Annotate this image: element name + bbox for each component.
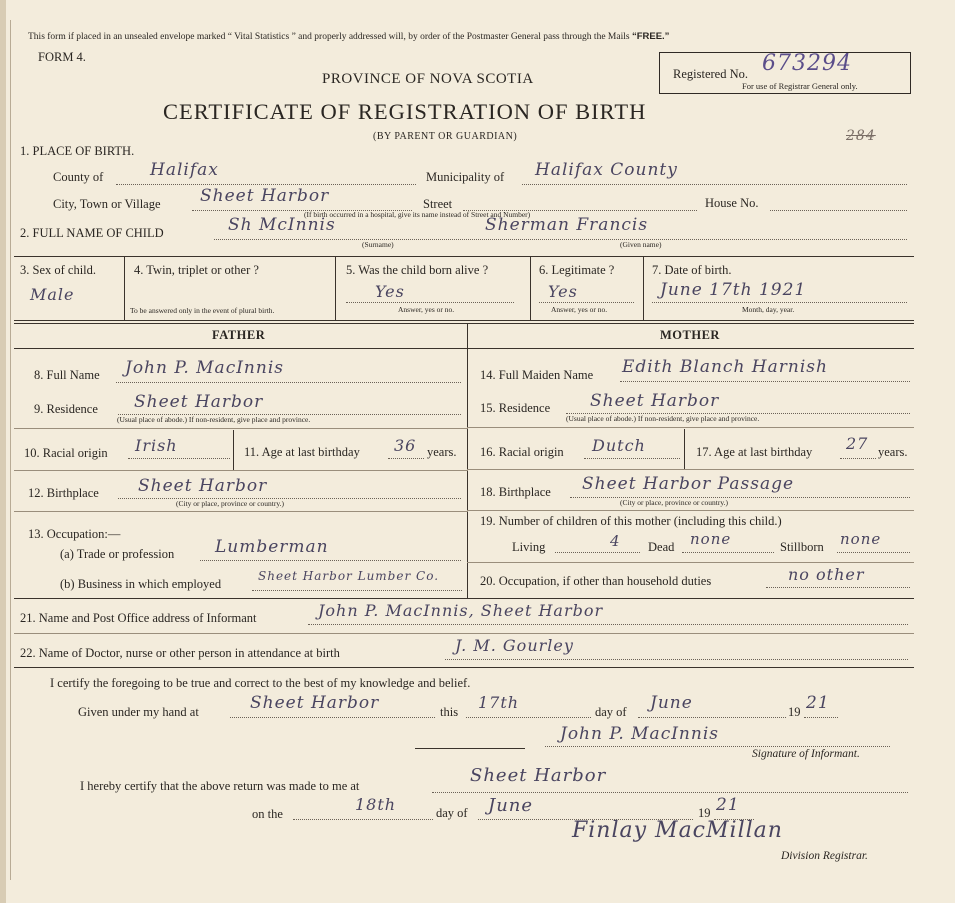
year-prefix: 19 bbox=[788, 705, 801, 719]
dob-value: June 17th 1921 bbox=[660, 280, 807, 300]
sex-value: Male bbox=[30, 285, 75, 304]
rule bbox=[467, 562, 914, 563]
father-racial-label: 10. Racial origin bbox=[24, 446, 108, 460]
on-the-label: on the bbox=[252, 807, 283, 821]
return-month-value: June bbox=[488, 795, 534, 816]
divider bbox=[124, 256, 125, 320]
mother-years: years. bbox=[878, 445, 908, 459]
living-label: Living bbox=[512, 540, 546, 554]
informant-signature-caption: Signature of Informant. bbox=[752, 748, 860, 760]
municipality-field-line bbox=[522, 184, 907, 185]
father-name-value: John P. MacInnis bbox=[125, 358, 284, 378]
stillborn-value: none bbox=[840, 530, 882, 548]
father-residence-value: Sheet Harbor bbox=[134, 392, 264, 412]
page-subtitle: (BY PARENT OR GUARDIAN) bbox=[373, 131, 518, 142]
mother-racial-label: 16. Racial origin bbox=[480, 445, 564, 459]
municipality-label: Municipality of bbox=[426, 170, 505, 184]
return-place-value: Sheet Harbor bbox=[470, 765, 607, 786]
mother-birthplace-note: (City or place, province or country.) bbox=[620, 498, 729, 507]
mother-heading: MOTHER bbox=[660, 328, 720, 342]
rule bbox=[14, 633, 914, 634]
father-residence-label: 9. Residence bbox=[34, 402, 98, 416]
child-given-name: Sherman Francis bbox=[485, 215, 649, 235]
registrar-use-note: For use of Registrar General only. bbox=[742, 81, 858, 91]
paper-edge bbox=[0, 0, 6, 903]
divider bbox=[233, 430, 234, 470]
given-year-value: 21 bbox=[806, 693, 830, 713]
father-birthplace-value: Sheet Harbor bbox=[138, 476, 268, 496]
field-line bbox=[445, 659, 908, 660]
legitimate-label: 6. Legitimate ? bbox=[539, 263, 615, 277]
rule bbox=[14, 667, 914, 668]
informant-value: John P. MacInnis, Sheet Harbor bbox=[318, 601, 604, 620]
city-label: City, Town or Village bbox=[53, 197, 161, 211]
field-line bbox=[308, 624, 908, 625]
father-age-label: 11. Age at last birthday bbox=[244, 445, 360, 459]
father-birthplace-note: (City or place, province or country.) bbox=[176, 499, 285, 508]
father-heading: FATHER bbox=[212, 328, 266, 342]
province-heading: PROVINCE OF NOVA SCOTIA bbox=[322, 71, 534, 87]
given-day-value: 17th bbox=[478, 693, 520, 712]
place-of-birth-heading: 1. PLACE OF BIRTH. bbox=[20, 144, 135, 158]
rule bbox=[14, 470, 468, 471]
alive-label: 5. Was the child born alive ? bbox=[346, 263, 489, 277]
rule bbox=[467, 469, 914, 470]
day-of-label: day of bbox=[595, 705, 627, 719]
father-birthplace-label: 12. Birthplace bbox=[28, 486, 99, 500]
mother-residence-value: Sheet Harbor bbox=[590, 391, 720, 411]
dead-label: Dead bbox=[648, 540, 675, 554]
father-age-value: 36 bbox=[394, 436, 417, 455]
legitimate-note: Answer, yes or no. bbox=[551, 305, 608, 314]
county-field-line bbox=[116, 184, 416, 185]
surname-caption: (Surname) bbox=[362, 240, 394, 249]
return-label: I hereby certify that the above return was made to me at bbox=[80, 779, 360, 793]
field-line bbox=[230, 717, 435, 718]
field-line bbox=[200, 560, 461, 561]
living-value: 4 bbox=[610, 532, 621, 550]
field-line bbox=[118, 498, 461, 499]
rule bbox=[14, 428, 468, 429]
rule bbox=[14, 348, 914, 349]
mother-occupation-value: no other bbox=[788, 565, 865, 584]
form-number: FORM 4. bbox=[38, 50, 86, 64]
mother-residence-note: (Usual place of abode.) If non-resident, give place and province. bbox=[566, 414, 760, 423]
father-racial-value: Irish bbox=[135, 436, 178, 455]
mother-age-value: 27 bbox=[846, 434, 869, 453]
mother-birthplace-label: 18. Birthplace bbox=[480, 485, 551, 499]
sex-label: 3. Sex of child. bbox=[20, 263, 97, 277]
rule bbox=[14, 256, 914, 257]
child-surname: Sh McInnis bbox=[228, 215, 336, 235]
field-line bbox=[252, 590, 462, 591]
house-field-line bbox=[770, 210, 907, 211]
registrar-caption: Division Registrar. bbox=[781, 850, 868, 862]
divider bbox=[530, 256, 531, 320]
mother-racial-value: Dutch bbox=[592, 436, 646, 455]
registration-box bbox=[659, 52, 911, 94]
return-day-value: 18th bbox=[355, 795, 397, 814]
binding-line bbox=[10, 20, 11, 880]
rule bbox=[415, 748, 525, 749]
alive-note: Answer, yes or no. bbox=[398, 305, 455, 314]
field-line bbox=[432, 792, 908, 793]
father-trade-label: (a) Trade or profession bbox=[60, 547, 175, 561]
father-name-label: 8. Full Name bbox=[34, 368, 100, 382]
mother-name-label: 14. Full Maiden Name bbox=[480, 368, 594, 382]
legitimate-value: Yes bbox=[548, 282, 578, 301]
corner-number: 284 bbox=[846, 128, 876, 144]
mother-name-value: Edith Blanch Harnish bbox=[622, 357, 828, 377]
father-occupation-label: 13. Occupation:— bbox=[28, 527, 121, 541]
day-of-label-2: day of bbox=[436, 806, 468, 820]
rule bbox=[14, 511, 468, 512]
given-under-label: Given under my hand at bbox=[78, 705, 199, 719]
mail-notice: This form if placed in an unsealed envelope marked “ Vital Statistics ” and properly addressed will, by order of the Postmaster General pass through the Mails “FREE.” bbox=[28, 31, 670, 42]
divider bbox=[643, 256, 644, 320]
divider bbox=[684, 429, 685, 469]
rule bbox=[14, 598, 914, 599]
certify-statement: I certify the foregoing to be true and correct to the best of my knowledge and belief. bbox=[50, 676, 471, 690]
field-line bbox=[837, 552, 910, 553]
alive-line bbox=[346, 302, 514, 303]
rule bbox=[467, 427, 914, 428]
municipality-value: Halifax County bbox=[535, 160, 678, 180]
this-label: this bbox=[440, 705, 459, 719]
field-line bbox=[388, 458, 424, 459]
twin-label: 4. Twin, triplet or other ? bbox=[134, 263, 259, 277]
dob-note: Month, day, year. bbox=[742, 305, 795, 314]
field-line bbox=[682, 552, 774, 553]
dob-line bbox=[652, 302, 907, 303]
child-name-label: 2. FULL NAME OF CHILD bbox=[20, 226, 164, 240]
hospital-note: (If birth occurred in a hospital, give its name instead of Street and Number) bbox=[304, 210, 531, 219]
legitimate-line bbox=[539, 302, 634, 303]
informant-signature: John P. MacInnis bbox=[560, 724, 719, 744]
father-business-value: Sheet Harbor Lumber Co. bbox=[258, 569, 440, 583]
twin-note: To be answered only in the event of plural birth. bbox=[130, 306, 275, 315]
father-trade-value: Lumberman bbox=[215, 537, 329, 557]
page-title: CERTIFICATE OF REGISTRATION OF BIRTH bbox=[163, 99, 647, 124]
field-line bbox=[584, 458, 680, 459]
field-line bbox=[466, 717, 591, 718]
field-line bbox=[555, 552, 640, 553]
county-label: County of bbox=[53, 170, 104, 184]
dead-value: none bbox=[690, 530, 732, 548]
county-value: Halifax bbox=[150, 160, 219, 180]
city-value: Sheet Harbor bbox=[200, 186, 330, 206]
mother-birthplace-value: Sheet Harbor Passage bbox=[582, 474, 795, 494]
field-line bbox=[766, 587, 910, 588]
mother-children-label: 19. Number of children of this mother (including this child.) bbox=[480, 514, 782, 528]
father-business-label: (b) Business in which employed bbox=[60, 577, 222, 591]
stillborn-label: Stillborn bbox=[780, 540, 824, 554]
doctor-value: J. M. Gourley bbox=[455, 636, 574, 655]
given-name-caption: (Given name) bbox=[620, 240, 662, 249]
mother-residence-label: 15. Residence bbox=[480, 401, 551, 415]
field-line bbox=[620, 381, 910, 382]
return-year-value: 21 bbox=[716, 795, 740, 815]
registered-number: 673294 bbox=[762, 51, 852, 76]
field-line bbox=[116, 382, 461, 383]
street-label: Street bbox=[423, 197, 453, 211]
child-name-line bbox=[214, 239, 907, 240]
mother-age-label: 17. Age at last birthday bbox=[696, 445, 813, 459]
father-residence-note: (Usual place of abode.) If non-resident, give place and province. bbox=[117, 415, 311, 424]
field-line bbox=[545, 746, 890, 747]
alive-value: Yes bbox=[375, 282, 405, 301]
registered-label: Registered No. bbox=[673, 67, 748, 81]
field-line bbox=[293, 819, 433, 820]
column-divider bbox=[467, 323, 468, 598]
field-line bbox=[840, 458, 876, 459]
rule bbox=[467, 510, 914, 511]
house-label: House No. bbox=[705, 196, 759, 210]
field-line bbox=[804, 717, 838, 718]
given-month-value: June bbox=[650, 693, 693, 713]
mother-occupation-label: 20. Occupation, if other than household duties bbox=[480, 574, 712, 588]
rule bbox=[14, 320, 914, 321]
divider bbox=[335, 256, 336, 320]
rule bbox=[14, 323, 914, 324]
field-line bbox=[638, 717, 786, 718]
dob-label: 7. Date of birth. bbox=[652, 263, 732, 277]
informant-label: 21. Name and Post Office address of Informant bbox=[20, 611, 257, 625]
field-line bbox=[128, 458, 230, 459]
return-year-prefix: 19 bbox=[698, 806, 711, 820]
given-place-value: Sheet Harbor bbox=[250, 693, 380, 713]
doctor-label: 22. Name of Doctor, nurse or other person in attendance at birth bbox=[20, 646, 340, 660]
father-years: years. bbox=[427, 445, 457, 459]
registrar-signature: Finlay MacMillan bbox=[572, 818, 783, 843]
